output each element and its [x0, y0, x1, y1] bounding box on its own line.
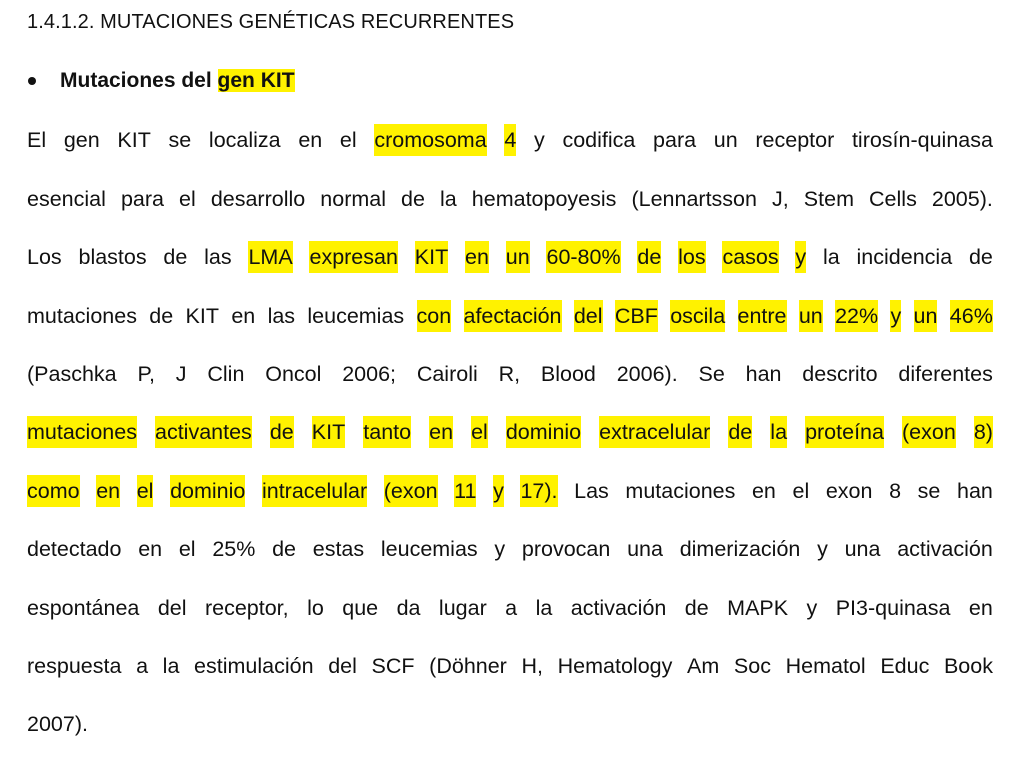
highlighted-word: activantes: [155, 416, 252, 448]
paragraph-word: para: [120, 187, 164, 211]
paragraph-word: mutaciones: [27, 304, 137, 328]
paragraph-word: Soc: [733, 654, 771, 678]
paragraph-word: 2006;: [342, 362, 397, 386]
highlighted-word: y: [890, 300, 901, 332]
paragraph-word: una: [844, 537, 881, 561]
highlight-gap: [581, 416, 599, 448]
paragraph-word: esencial: [27, 187, 106, 211]
highlighted-word: 60-80%: [546, 241, 620, 273]
paragraph-word: del: [328, 654, 357, 678]
highlight-gap: [411, 416, 429, 448]
highlight-gap: [487, 124, 505, 156]
paragraph-word: de: [401, 187, 425, 211]
highlight-gap: [658, 300, 670, 332]
highlight-gap: [504, 475, 521, 507]
paragraph-word: Se: [698, 362, 725, 386]
bullet-title: [60, 66, 295, 96]
highlight-gap: [153, 475, 170, 507]
highlighted-word: mutaciones: [27, 416, 137, 448]
paragraph-word: 2005).: [931, 187, 993, 211]
paragraph-line: [27, 474, 993, 508]
paragraph-word: provocan: [521, 537, 611, 561]
highlight-gap: [956, 416, 974, 448]
paragraph-word: a: [136, 654, 149, 678]
paragraph-word: en: [751, 479, 776, 503]
paragraph-word: en: [298, 128, 323, 152]
paragraph-word: han: [745, 362, 782, 386]
paragraph-line: [27, 649, 993, 683]
bullet-title-highlight: gen KIT: [217, 69, 295, 92]
highlight-gap: [779, 241, 796, 273]
highlighted-word: casos: [722, 241, 778, 273]
highlighted-word: los: [678, 241, 705, 273]
paragraph-word: J,: [772, 187, 789, 211]
paragraph-word: se: [168, 128, 192, 152]
highlight-gap: [530, 241, 547, 273]
paragraph-word: (Paschka: [27, 362, 117, 386]
paragraph-word: del: [157, 596, 187, 620]
highlighted-word: del: [574, 300, 603, 332]
paragraph-word: El: [27, 128, 47, 152]
highlighted-word: extracelular: [599, 416, 710, 448]
paragraph-word: P,: [137, 362, 155, 386]
highlight-gap: [878, 300, 890, 332]
highlight-gap: [752, 416, 770, 448]
highlight-gap: [710, 416, 728, 448]
highlighted-word: dominio: [170, 475, 245, 507]
paragraph-word: estas: [312, 537, 365, 561]
paragraph-word: 2007).: [27, 712, 88, 736]
paragraph-word: de: [163, 245, 188, 269]
paragraph-word: Educ: [880, 654, 930, 678]
highlight-gap: [345, 416, 363, 448]
paragraph-word: hematopoyesis: [471, 187, 617, 211]
highlighted-word: como: [27, 475, 80, 507]
paragraph-word: activación: [570, 596, 667, 620]
highlighted-word: de: [270, 416, 294, 448]
paragraph-word: 25%: [212, 537, 256, 561]
highlight-gap: [476, 475, 493, 507]
highlighted-word: 11: [454, 475, 476, 507]
paragraph-word: codifica: [562, 128, 636, 152]
highlight-gap: [398, 241, 415, 273]
highlighted-word: el: [137, 475, 154, 507]
paragraph-word: diferentes: [898, 362, 993, 386]
highlighted-word: dominio: [506, 416, 581, 448]
paragraph-word: en: [968, 596, 993, 620]
paragraph-word: receptor,: [204, 596, 289, 620]
paragraph-word: Hematology: [557, 654, 673, 678]
paragraph-word: (Lennartsson: [631, 187, 757, 211]
highlighted-word: 22%: [835, 300, 878, 332]
paragraph-word: lugar: [438, 596, 487, 620]
paragraph-word: y: [806, 596, 818, 620]
highlight-gap: [80, 475, 97, 507]
highlight-gap: [451, 300, 463, 332]
highlighted-word: un: [506, 241, 530, 273]
paragraph-line: [27, 123, 993, 157]
paragraph-word: blastos: [78, 245, 147, 269]
highlighted-word: tanto: [363, 416, 411, 448]
highlight-gap: [621, 241, 638, 273]
highlighted-word: KIT: [312, 416, 345, 448]
paragraph-word: de: [149, 304, 174, 328]
paragraph-word: en: [138, 537, 163, 561]
highlighted-word: LMA: [248, 241, 292, 273]
paragraph-word: exon: [825, 479, 873, 503]
highlight-gap: [252, 416, 270, 448]
highlighted-word: y: [795, 241, 806, 273]
highlight-gap: [725, 300, 737, 332]
paragraph-word: KIT: [185, 304, 219, 328]
paragraph-word: 2006).: [616, 362, 678, 386]
paragraph-word: a: [505, 596, 518, 620]
highlight-gap: [245, 475, 262, 507]
paragraph-line: [27, 357, 993, 391]
bullet-dot-icon: [28, 77, 36, 85]
paragraph-word: detectado: [27, 537, 122, 561]
paragraph-word: H,: [521, 654, 543, 678]
paragraph-word: Blood: [540, 362, 596, 386]
paragraph-word: un: [713, 128, 738, 152]
highlighted-word: en: [429, 416, 453, 448]
paragraph-word: de: [684, 596, 709, 620]
paragraph-word: activación: [897, 537, 993, 561]
highlight-gap: [706, 241, 723, 273]
paragraph-word: las: [267, 304, 296, 328]
paragraph-word: R,: [498, 362, 521, 386]
highlighted-word: en: [465, 241, 489, 273]
highlight-gap: [438, 475, 455, 507]
highlight-gap: [787, 416, 805, 448]
paragraph-word: SCF: [371, 654, 415, 678]
paragraph-word: tirosín-quinasa: [851, 128, 993, 152]
highlighted-word: intracelular: [262, 475, 367, 507]
paragraph-word: dimerización: [679, 537, 801, 561]
highlight-gap: [453, 416, 471, 448]
highlighted-word: en: [96, 475, 120, 507]
paragraph-line: [27, 415, 993, 449]
highlighted-word: cromosoma: [374, 124, 486, 156]
paragraph-line: [27, 240, 993, 274]
paragraph-word: el: [179, 187, 196, 211]
paragraph-word: una: [627, 537, 663, 561]
paragraph-word: leucemias: [380, 537, 478, 561]
paragraph-word: gen: [63, 128, 100, 152]
highlighted-word: la: [770, 416, 787, 448]
highlight-gap: [294, 416, 312, 448]
paragraph-word: mutaciones: [625, 479, 736, 503]
highlighted-word: oscila: [670, 300, 725, 332]
highlight-gap: [293, 241, 310, 273]
paragraph-word: Stem: [803, 187, 854, 211]
highlighted-word: un: [799, 300, 823, 332]
paragraph-word: el: [178, 537, 196, 561]
paragraph-word: el: [339, 128, 357, 152]
highlight-gap: [603, 300, 615, 332]
paragraph-word: el: [792, 479, 810, 503]
paragraph-word: PI3-quinasa: [835, 596, 951, 620]
bullet-title-text: Mutaciones del: [60, 69, 218, 92]
paragraph-line: [27, 532, 993, 566]
highlighted-word: (exon: [384, 475, 438, 507]
paragraph-word: para: [653, 128, 697, 152]
paragraph-word: la: [162, 654, 180, 678]
paragraph-word: lo: [307, 596, 324, 620]
paragraph-word: y: [817, 537, 828, 561]
paragraph-word: J: [175, 362, 187, 386]
paragraph-word: (Döhner: [429, 654, 507, 678]
paragraph-line: [27, 591, 993, 625]
highlighted-word: con: [417, 300, 452, 332]
highlight-gap: [137, 416, 155, 448]
highlight-gap: [488, 416, 506, 448]
highlighted-word: (exon: [902, 416, 956, 448]
paragraph-word: la: [440, 187, 457, 211]
highlighted-word: afectación: [464, 300, 562, 332]
highlighted-word: 46%: [950, 300, 993, 332]
paragraph-word: desarrollo: [210, 187, 306, 211]
paragraph-word: Cairoli: [416, 362, 478, 386]
paragraph-word: espontánea: [27, 596, 140, 620]
paragraph-word: Las: [574, 479, 609, 503]
paragraph-word: normal: [320, 187, 386, 211]
paragraph-word: que: [342, 596, 379, 620]
highlight-gap: [120, 475, 137, 507]
paragraph-word: de: [272, 537, 297, 561]
highlight-gap: [367, 475, 384, 507]
paragraph-word: las: [204, 245, 232, 269]
paragraph-word: se: [917, 479, 941, 503]
highlighted-word: un: [914, 300, 938, 332]
paragraph-word: Oncol: [265, 362, 322, 386]
paragraph-word: incidencia: [856, 245, 953, 269]
paragraph-word: KIT: [117, 128, 151, 152]
paragraph-line: [27, 182, 993, 216]
paragraph-line: [27, 707, 993, 741]
paragraph-word: y: [494, 537, 506, 561]
highlight-gap: [562, 300, 574, 332]
highlight-gap: [661, 241, 678, 273]
paragraph-word: Clin: [207, 362, 245, 386]
paragraph-word: receptor: [755, 128, 835, 152]
paragraph-word: estimulación: [194, 654, 314, 678]
highlight-gap: [489, 241, 506, 273]
paragraph-word: Book: [943, 654, 993, 678]
section-heading: 1.4.1.2. MUTACIONES GENÉTICAS RECURRENTES: [27, 11, 515, 33]
paragraph-word: y: [534, 128, 545, 152]
paragraph-word: Hematol: [785, 654, 866, 678]
paragraph-word: MAPK: [727, 596, 789, 620]
highlighted-word: CBF: [615, 300, 658, 332]
paragraph-word: respuesta: [27, 654, 122, 678]
highlighted-word: proteína: [805, 416, 884, 448]
paragraph-word: Los: [27, 245, 62, 269]
highlight-gap: [884, 416, 902, 448]
highlight-gap: [448, 241, 465, 273]
paragraph-word: descrito: [802, 362, 878, 386]
paragraph-word: han: [956, 479, 993, 503]
highlight-gap: [823, 300, 835, 332]
highlighted-word: 4: [504, 124, 516, 156]
paragraph-line: [27, 299, 993, 333]
highlighted-word: de: [728, 416, 752, 448]
highlight-gap: [901, 300, 913, 332]
paragraph-word: localiza: [208, 128, 281, 152]
paragraph-word: la: [535, 596, 553, 620]
highlighted-word: KIT: [415, 241, 448, 273]
highlighted-word: y: [493, 475, 504, 507]
highlight-gap: [937, 300, 949, 332]
paragraph-word: en: [231, 304, 256, 328]
paragraph-word: 8: [889, 479, 902, 503]
paragraph-word: Am: [687, 654, 720, 678]
paragraph-word: da: [396, 596, 421, 620]
highlighted-word: 8): [974, 416, 993, 448]
highlighted-word: 17).: [520, 475, 557, 507]
highlighted-word: expresan: [309, 241, 397, 273]
paragraph-word: la: [822, 245, 840, 269]
paragraph-word: Cells: [869, 187, 917, 211]
highlighted-word: entre: [738, 300, 787, 332]
highlighted-word: el: [471, 416, 488, 448]
paragraph-word: leucemias: [307, 304, 405, 328]
highlighted-word: de: [637, 241, 661, 273]
paragraph-word: de: [968, 245, 993, 269]
highlight-gap: [787, 300, 799, 332]
